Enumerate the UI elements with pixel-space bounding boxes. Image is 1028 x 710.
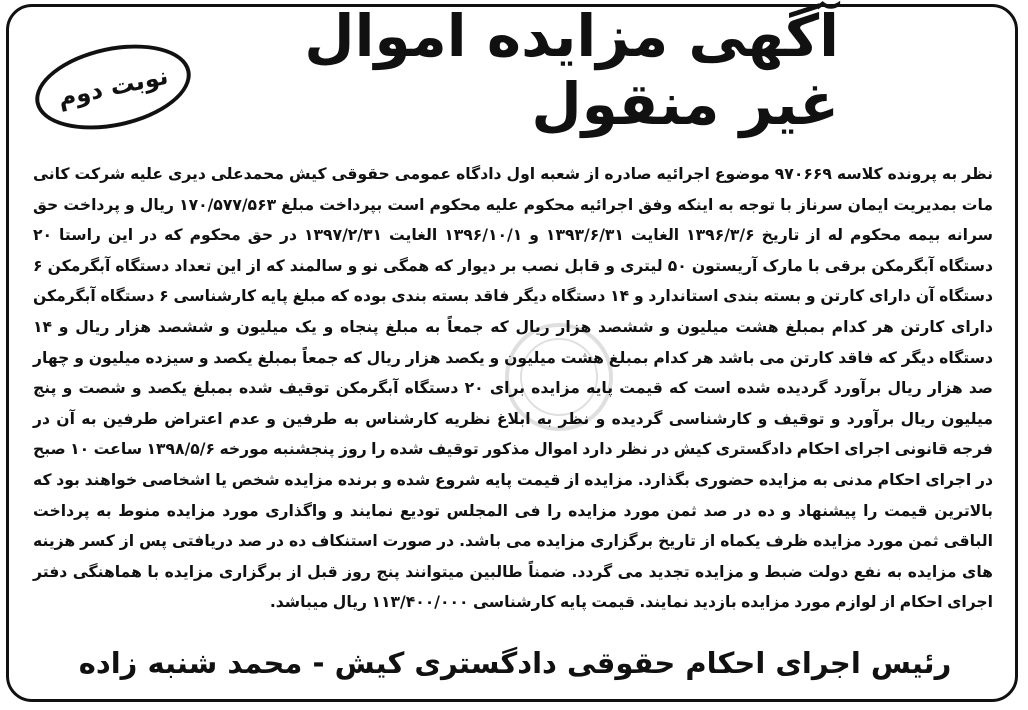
round-badge: نوبت دوم	[27, 31, 198, 142]
notice-body: نظر به پرونده کلاسه ۹۷۰۶۶۹ موضوع اجرائیه صادره از شعبه اول دادگاه عمومی حقوقی کیش محمدعلی دیری علیه شرکت کانی مات بمدیریت ایمان سرناز با توجه به اینکه وفق اجرائیه محکوم علیه محکوم است بپرداخت مبلغ ۱۷۰/۵۷۷/۵۶۳ ریال و پرداخت حق سرانه بیمه محکوم له از تاریخ ۱۳۹۶/۳/۶ الغایت ۱۳۹۳/۶/۳۱ و ۱۳۹۶/۱۰/۱ الغایت ۱۳۹۷/۲/۳۱ در حق محکوم که در این راستا ۲۰ دستگاه آبگرمکن برقی با مارک آریستون ۵۰ لیتری و قابل نصب بر دیوار که همگی نو و سالمند که از این تعداد دستگاه آبگرمکن ۶ دستگاه آن دارای کارتن و بسته بندی استاندارد و ۱۴ دستگاه دیگر فاقد بسته بندی بوده که مبلغ پایه کارشناسی ۶ دستگاه آبگرمکن دارای کارتن هر کدام بمبلغ هشت میلیون و ششصد هزار ریال که جمعاً به مبلغ پنجاه و یک میلیون و ششصد هزار ریال و ۱۴ دستگاه دیگر که فاقد کارتن می باشد هر کدام بمبلغ هشت میلیون و یکصد هزار ریال که جمعاً بمبلغ یکصد و سیزده میلیون و چهار صد هزار ریال برآورد گردیده شده است که قیمت پایه مزایده برای ۲۰ دستگاه آبگرمکن توقیف شده بمبلغ یکصد و شصت و پنج میلیون ریال برآورد و توقیف و کارشناسی گردیده و نظر به ابلاغ نظریه کارشناس به طرفین و عدم اعتراض طرفین به آن در فرجه قانونی اجرای احکام دادگستری کیش در نظر دارد اموال مذکور توقیف شده را روز پنجشنبه مورخه ۱۳۹۸/۵/۶ ساعت ۱۰ صبح در اجرای احکام مدنی به مزایده حضوری بگذارد. مزایده از قیمت پایه شروع شده و برنده مزایده شخص یا اشخاصی خواهند بود که بالاترین قیمت را پیشنهاد و ده در صد ثمن مورد مزایده را فی المجلس تودیع نمایند و واگذاری مورد مزایده منوط به پرداخت الباقی ثمن مورد مزایده ظرف یکماه از تاریخ برگزاری مزایده می باشد. در صورت استنکاف ده در صد دریافتی پس از کسر هزینه های مزایده به نفع دولت ضبط و مزایده تجدید می گردد. ضمناً طالبین میتوانند پنج روز قبل از برگزاری مزایده با هماهنگی دفتر اجرای احکام از لوازم مورد مزایده بازدید نمایند. قیمت پایه کارشناسی ۱۱۳/۴۰۰/۰۰۰ ریال میباشد.	[33, 165, 993, 612]
notice-title: آگهی مزایده اموال غیر منقول	[304, 2, 839, 138]
notice-header	[9, 2, 1015, 138]
notice-frame	[6, 4, 1018, 702]
signature-line: رئیس اجرای احکام حقوقی دادگستری کیش - محمد شنبه زاده	[78, 646, 952, 680]
